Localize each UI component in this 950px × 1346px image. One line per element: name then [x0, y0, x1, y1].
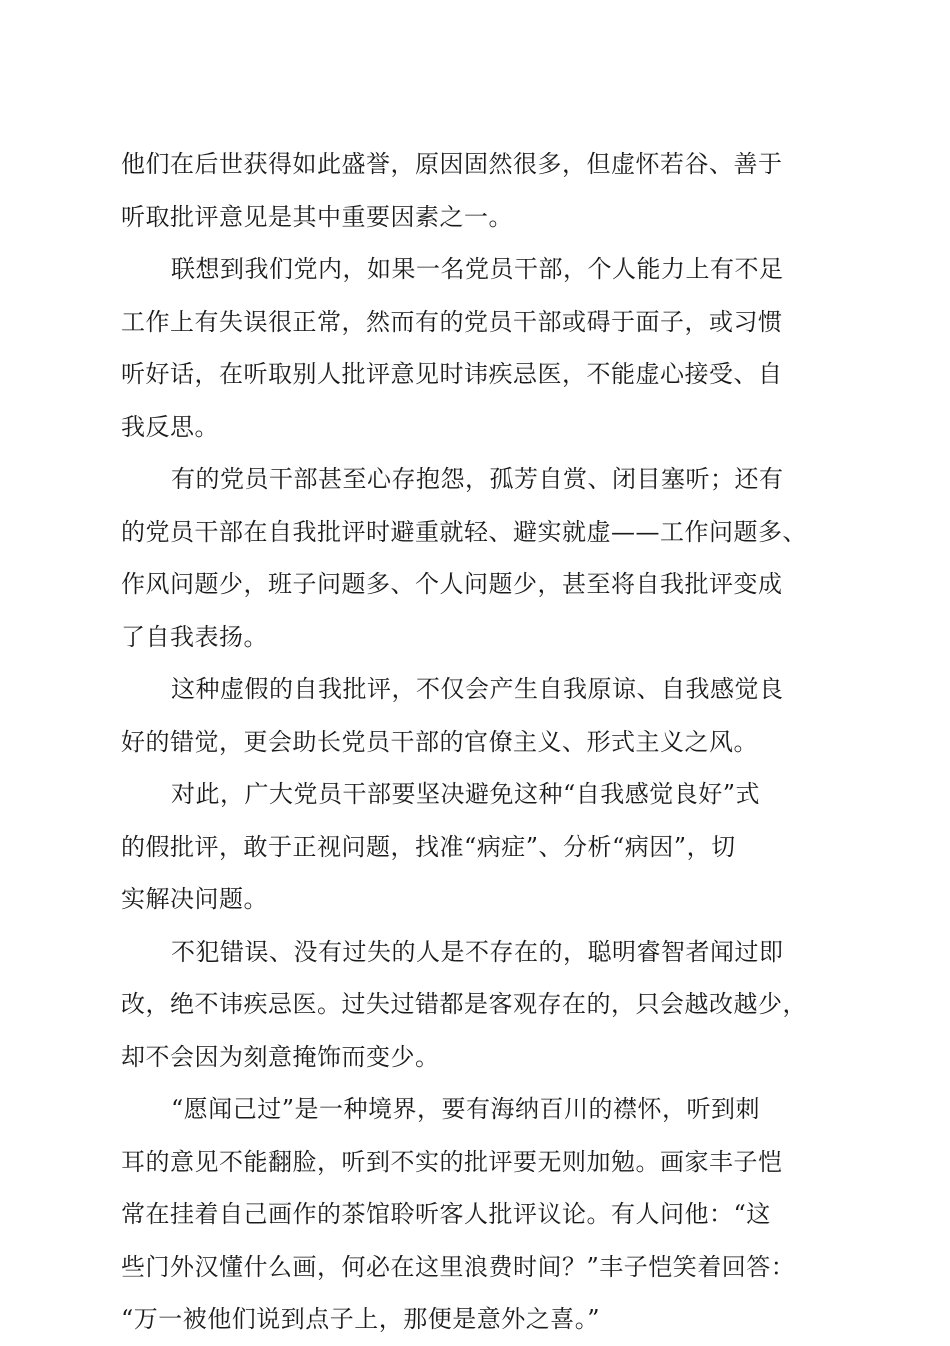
text-line: 改，绝不讳疾忌医。过失过错都是客观存在的，只会越改越少， [121, 990, 807, 1018]
text-line: 实解决问题。 [121, 885, 268, 913]
text-line: “万一被他们说到点子上，那便是意外之喜。” [121, 1305, 601, 1333]
text-line: 有的党员干部甚至心存抱怨，孤芳自赏、闭目塞听；还有 [171, 465, 784, 493]
text-line: 些门外汉懂什么画，何必在这里浪费时间？”丰子恺笑着回答： [121, 1252, 796, 1281]
text-line: 却不会因为刻意掩饰而变少。 [121, 1042, 440, 1071]
text-line: 这种虚假的自我批评，不仅会产生自我原谅、自我感觉良 [171, 675, 784, 703]
text-line: 耳的意见不能翻脸，听到不实的批评要无则加勉。画家丰子恺 [121, 1147, 783, 1176]
document-body [121, 138, 836, 1346]
text-line: 的党员干部在自我批评时避重就轻、避实就虚——工作问题多、 [121, 517, 807, 546]
text-line: 了自我表扬。 [121, 622, 268, 651]
text-line: 我反思。 [121, 412, 219, 441]
text-line: 联想到我们党内，如果一名党员干部，个人能力上有不足 [171, 255, 784, 283]
text-line: 好的错觉，更会助长党员干部的官僚主义、形式主义之风。 [121, 727, 758, 756]
text-line: 对此，广大党员干部要坚决避免这种“自我感觉良好”式 [171, 780, 761, 808]
text-line: 作风问题少，班子问题多、个人问题少，甚至将自我批评变成 [121, 570, 783, 598]
text-line: 的假批评，敢于正视问题，找准“病症”、分析“病因”，切 [121, 832, 736, 861]
text-line: 他们在后世获得如此盛誉，原因固然很多，但虚怀若谷、善于 [121, 150, 783, 178]
text-line: 工作上有失误很正常，然而有的党员干部或碍于面子，或习惯 [121, 307, 783, 336]
text-line: 听取批评意见是其中重要因素之一。 [121, 202, 513, 231]
text-line: “愿闻己过”是一种境界，要有海纳百川的襟怀，听到刺 [171, 1095, 761, 1123]
text-line: 不犯错误、没有过失的人是不存在的，聪明睿智者闻过即 [171, 937, 784, 966]
text-line: 常在挂着自己画作的茶馆聆听客人批评议论。有人问他：“这 [121, 1200, 771, 1228]
text-line: 听好话，在听取别人批评意见时讳疾忌医，不能虚心接受、自 [121, 360, 783, 388]
